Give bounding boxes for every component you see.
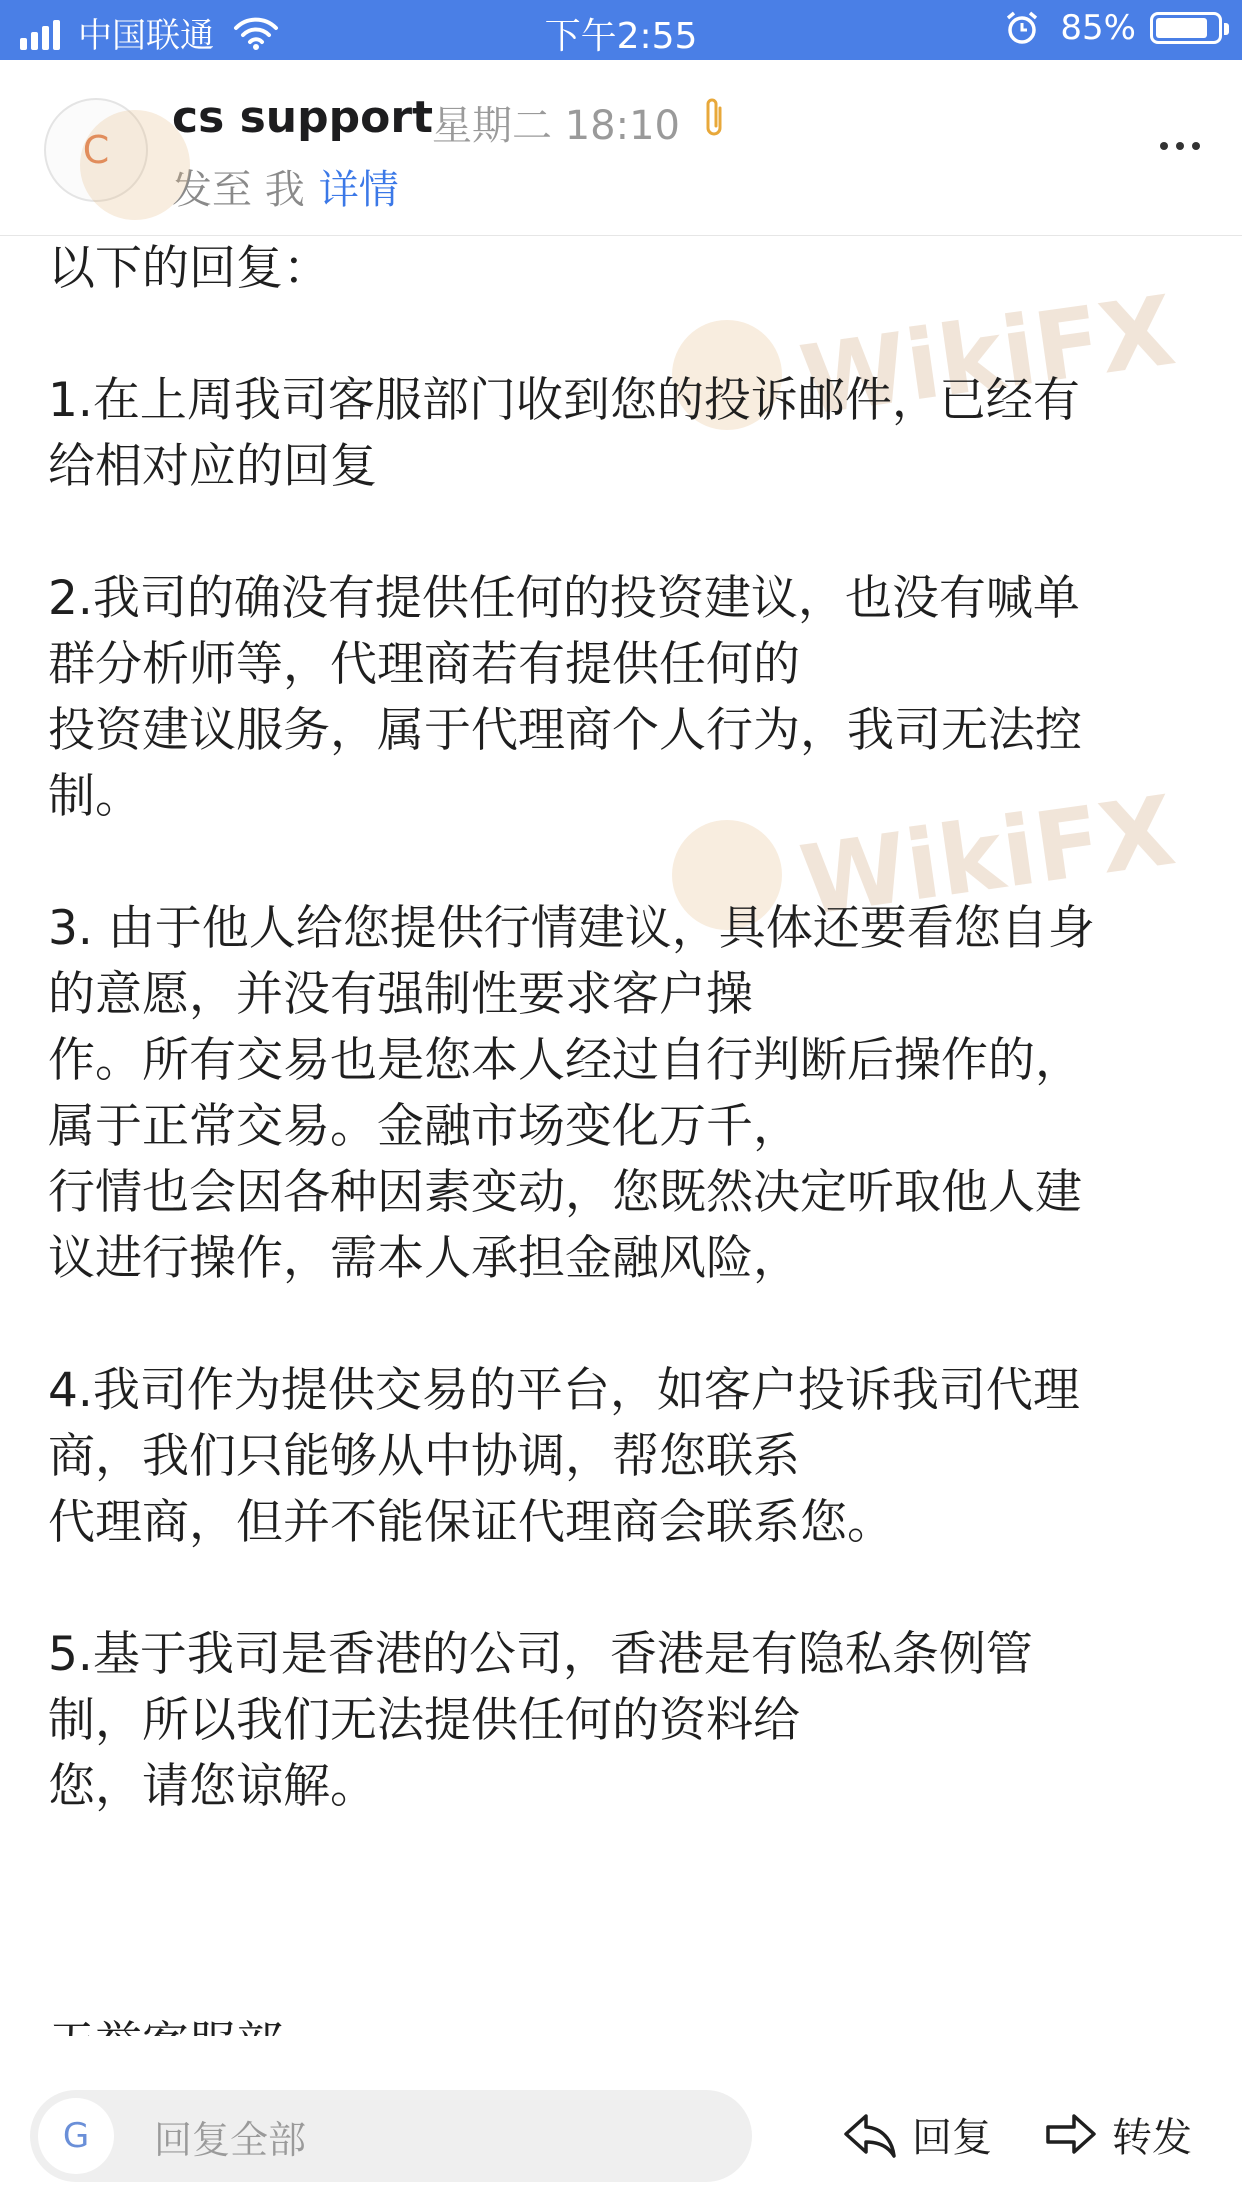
- body-paragraphs: [48, 368, 1208, 1820]
- body-line: 行情也会因各种因素变动，您既然决定听取他人建: [48, 1165, 1082, 1220]
- forward-icon: [1042, 2110, 1098, 2160]
- body-line: 给相对应的回复: [48, 439, 377, 494]
- body-line: 商，我们只能够从中协调，帮您联系: [48, 1429, 800, 1484]
- reply-label: 回复: [912, 2115, 992, 2161]
- body-line: 作。所有交易也是您本人经过自行判断后操作的，: [48, 1033, 1082, 1088]
- reply-all-placeholder: 回复全部: [154, 2117, 307, 2162]
- body-line: 5.基于我司是香港的公司，香港是有隐私条例管: [48, 1627, 1033, 1682]
- details-link[interactable]: 详情: [318, 167, 399, 213]
- battery-icon: [1150, 12, 1222, 44]
- mail-date: 星期二 18:10: [432, 103, 680, 149]
- body-line: 群分析师等，代理商若有提供任何的: [48, 637, 800, 692]
- body-paragraph: [48, 1358, 1208, 1556]
- watermark-text: WikiFX: [794, 274, 1182, 438]
- body-line: 1.在上周我司客服部门收到您的投诉邮件，已经有: [48, 373, 1080, 428]
- body-line: 代理商，但并不能保证代理商会联系您。: [48, 1495, 894, 1550]
- account-avatar: G: [38, 2098, 114, 2174]
- body-line: 的意愿，并没有强制性要求客户操: [48, 967, 753, 1022]
- body-line: 议进行操作，需本人承担金融风险，: [48, 1231, 800, 1286]
- sender-avatar[interactable]: C: [44, 98, 148, 202]
- body-line: 属于正常交易。金融市场变化万千，: [48, 1099, 800, 1154]
- reply-button[interactable]: [842, 2106, 992, 2163]
- status-bar: [0, 0, 1242, 60]
- body-paragraph: [48, 566, 1208, 830]
- body-paragraph: [48, 368, 1208, 500]
- forward-label: 转发: [1112, 2115, 1192, 2161]
- recipient-text: 发至 我: [172, 167, 305, 213]
- body-line: 2.我司的确没有提供任何的投资建议，也没有喊单: [48, 571, 1080, 626]
- carrier-name: 中国联通: [78, 16, 214, 56]
- forward-button[interactable]: [1042, 2106, 1192, 2163]
- body-line: 制，所以我们无法提供任何的资料给: [48, 1693, 800, 1748]
- battery-percent: 85%: [1060, 8, 1136, 48]
- body-paragraph: [48, 896, 1208, 1292]
- body-line: 制。: [48, 769, 142, 824]
- mail-header: [0, 60, 1242, 236]
- intro-line: 以下的回复：: [48, 241, 330, 296]
- reply-all-input[interactable]: [30, 2090, 752, 2182]
- body-paragraph: [48, 1622, 1208, 1820]
- status-time: 下午2:55: [544, 16, 698, 57]
- status-right: [1004, 8, 1222, 48]
- body-line: 3. 由于他人给您提供行情建议，具体还要看您自身: [48, 901, 1095, 956]
- attachment-icon: [700, 96, 728, 140]
- watermark-text: WikiFX: [794, 774, 1182, 938]
- body-line: 4.我司作为提供交易的平台，如客户投诉我司代理: [48, 1363, 1080, 1418]
- recipient-line: [172, 158, 399, 215]
- more-menu-icon[interactable]: [1152, 142, 1200, 150]
- battery-level: [1156, 18, 1207, 38]
- sender-name[interactable]: cs support: [172, 92, 434, 143]
- alarm-icon: [1004, 10, 1040, 46]
- mail-body: [48, 236, 1208, 2036]
- reply-icon: [842, 2110, 898, 2160]
- body-line: 您，请您谅解。: [48, 1759, 377, 1814]
- bottom-bar: [0, 2036, 1242, 2208]
- body-line: 投资建议服务，属于代理商个人行为，我司无法控: [48, 703, 1082, 758]
